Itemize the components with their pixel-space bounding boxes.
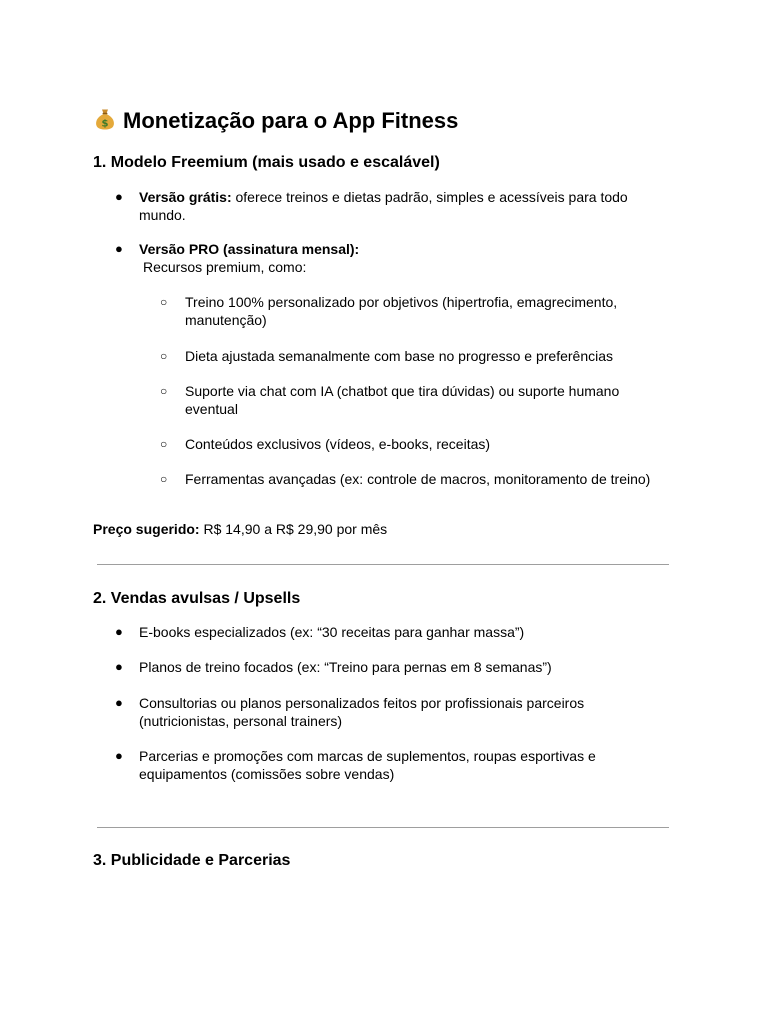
bullet-icon: ● [115, 241, 123, 256]
page-title [93, 107, 458, 135]
bullet-icon: ● [115, 659, 123, 674]
sub-list-item: Conteúdos exclusivos (vídeos, e-books, receitas) [185, 436, 491, 452]
sub-bullet-icon: ○ [160, 349, 168, 363]
price-label: Preço sugerido: [93, 521, 200, 537]
price-value: R$ 14,90 a R$ 29,90 por mês [199, 521, 388, 537]
list-item: Parcerias e promoções com marcas de suplementos, roupas esportivas e equipamentos (comissões sobre vendas) [139, 748, 596, 782]
list-item-pro-version [139, 240, 659, 276]
bullet-icon: ● [115, 189, 123, 204]
svg-text:$: $ [101, 118, 109, 130]
section-3-heading: 3. Publicidade e Parcerias [93, 852, 291, 869]
sub-bullet-icon: ○ [160, 384, 168, 398]
sub-list-item: Suporte via chat com IA (chatbot que tira dúvidas) ou suporte humano eventual [185, 383, 620, 417]
list-item-text: Recursos premium, como: [143, 259, 307, 275]
list-item-label: Versão grátis: [139, 189, 232, 205]
sub-bullet-icon: ○ [160, 437, 168, 451]
money-bag-icon [93, 107, 117, 131]
section-2-heading: 2. Vendas avulsas / Upsells [93, 590, 301, 607]
list-item-free-version [139, 188, 659, 224]
sub-list-item: Dieta ajustada semanalmente com base no progresso e preferências [185, 348, 614, 364]
sub-list-item: Treino 100% personalizado por objetivos (hipertrofia, emagrecimento, manutenção) [185, 294, 618, 328]
section-divider [97, 827, 669, 828]
list-item: Consultorias ou planos personalizados feitos por profissionais parceiros (nutricionistas, personal trainers) [139, 695, 585, 729]
sub-bullet-icon: ○ [160, 472, 168, 486]
bullet-icon: ● [115, 624, 123, 639]
sub-list-item: Ferramentas avançadas (ex: controle de macros, monitoramento de treino) [185, 471, 651, 487]
page-title-text: Monetização para o App Fitness [123, 108, 459, 133]
bullet-icon: ● [115, 695, 123, 710]
list-item: Planos de treino focados (ex: “Treino para pernas em 8 semanas”) [139, 659, 552, 675]
list-item: E-books especializados (ex: “30 receitas para ganhar massa”) [139, 624, 525, 640]
section-divider [97, 564, 669, 565]
section-1-heading: 1. Modelo Freemium (mais usado e escalável) [93, 154, 440, 171]
list-item-text: oferece treinos e dietas padrão, simples e acessíveis para todo mundo. [139, 189, 628, 223]
bullet-icon: ● [115, 748, 123, 763]
list-item-label: Versão PRO (assinatura mensal): [139, 241, 360, 257]
sub-bullet-icon: ○ [160, 295, 168, 309]
suggested-price [93, 520, 387, 538]
